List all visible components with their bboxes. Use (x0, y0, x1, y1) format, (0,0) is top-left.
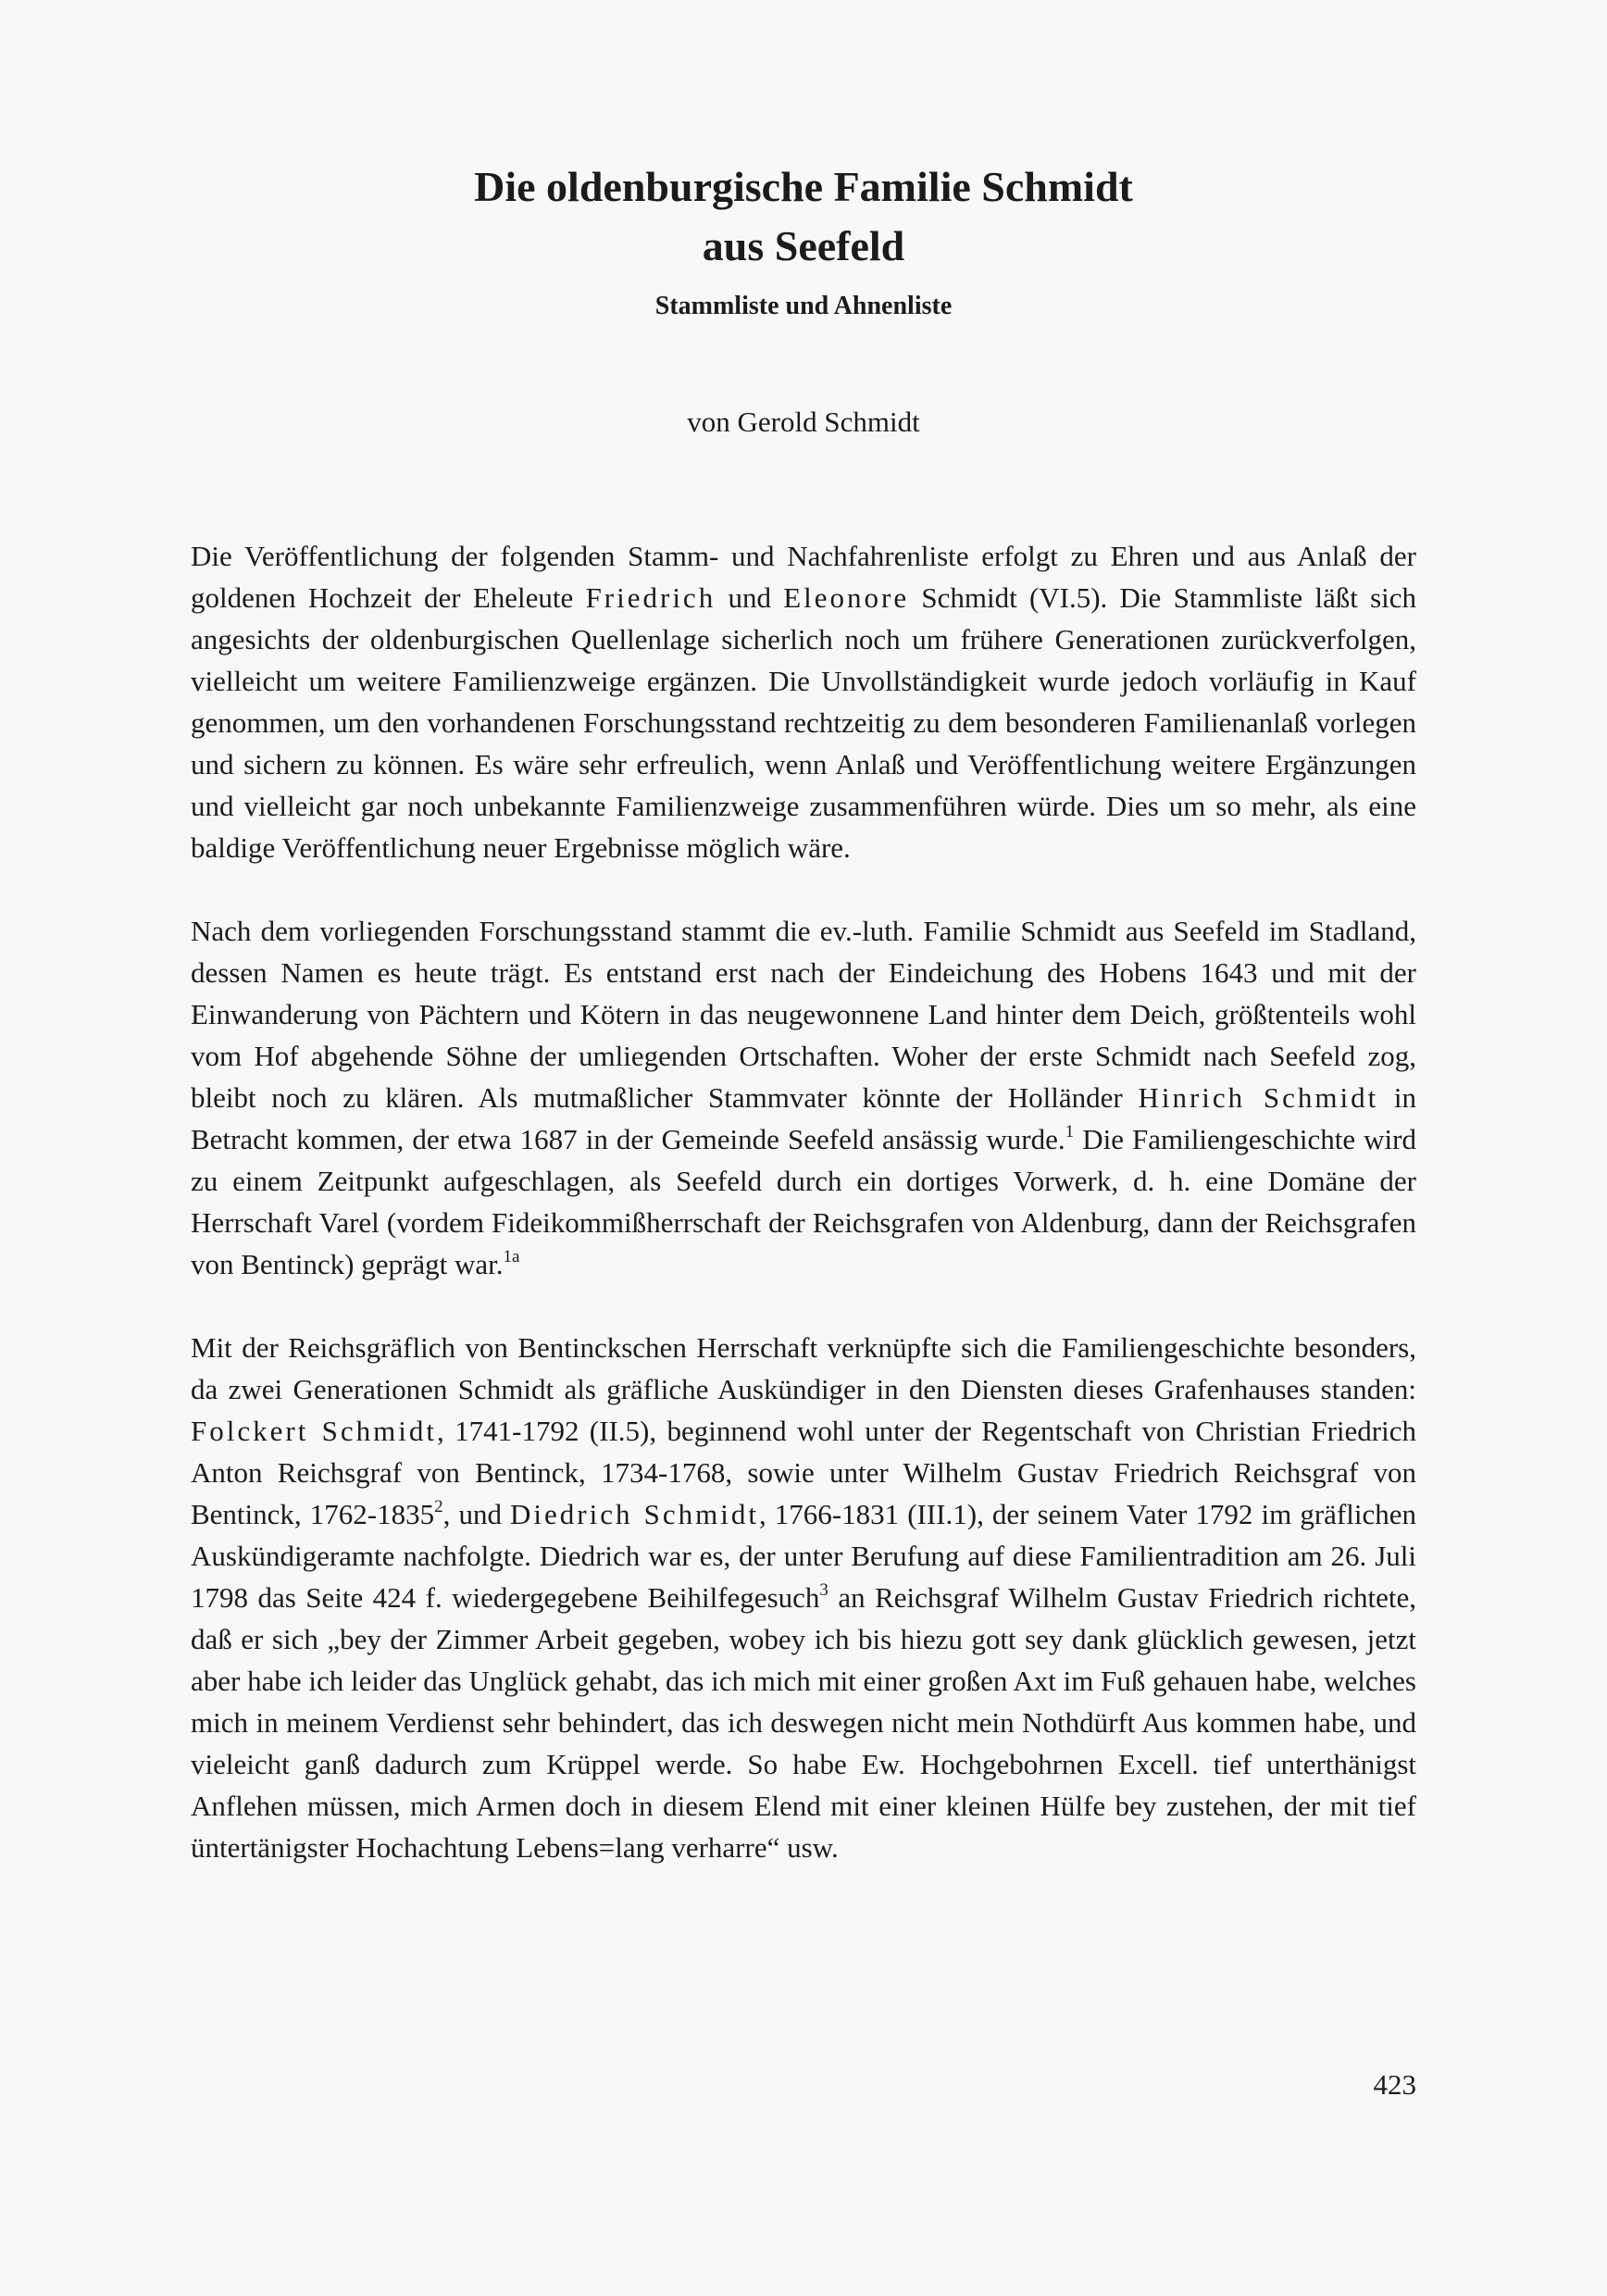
body-text (191, 535, 1416, 1910)
paragraph-text: Die Familiengeschichte wird zu einem Zeitpunkt aufgeschlagen, als Seefeld durch ein dortiges Vorwerk, d. h. eine Domäne der Herrschaft Varel (vordem Fideikommißherrschaft der Reichsgrafen von Aldenburg, dann der Reichsgrafen von Bentinck) geprägt war. (191, 1123, 1416, 1280)
footnote-ref: 3 (819, 1580, 828, 1600)
person-name: Friedrich (585, 581, 716, 614)
footnote-ref: 1 (1065, 1122, 1075, 1142)
paragraph-text: Die Veröffentlichung der folgenden Stamm- und Nachfahrenliste erfolgt zu Ehren und aus Anlaß der goldenen Hochzeit der Eheleute (191, 540, 1416, 614)
title-line-1: Die oldenburgische Familie Schmidt (474, 163, 1133, 210)
paragraph-text: , 1766-1831 (III.1), der seinem Vater 1792 im gräflichen Auskündigeramte nachfolgte. Diedrich war es, der unter Berufung auf diese Familientradition am 26. Juli 1798 das Seite 424 f. wiedergegebene Beihilfegesuch (191, 1498, 1416, 1614)
paragraph-text: , 1741-1792 (II.5), beginnend wohl unter der Regentschaft von Christian Friedrich Anton Reichsgraf von Bentinck, 1734-1768, sowie unter Wilhelm Gustav Friedrich Reichsgraf von Bentinck, 1762-1835 (191, 1415, 1416, 1530)
paragraph-3 (191, 1327, 1416, 1868)
paragraph-text: an Reichsgraf Wilhelm Gustav Friedrich richtete, daß er sich „bey der Zimmer Arbeit gegeben, wobey ich bis hiezu gott sey dank glücklich gewesen, jetzt aber habe ich leider das Unglück gehabt, das ich mich mit einer großen Axt im Fuß gehauen habe, welches mich in meinem Verdienst sehr behindert, das ich deswegen nicht mein Nothdürft Aus kommen habe, und vieleicht ganß dadurch zum Krüppel werde. So habe Ew. Hochgebohrnen Excell. tief unterthänigst Anflehen müssen, mich Armen doch in diesem Elend mit einer kleinen Hülfe bey zustehen, der mit tief üntertänigster Hochachtung Lebens=lang verharre“ usw. (191, 1581, 1416, 1864)
paragraph-text: Schmidt (VI.5). Die Stammliste läßt sich angesichts der oldenburgischen Quellenlage sicherlich noch um frühere Generationen zurückverfolgen, vielleicht um weitere Familienzweige ergänzen. Die Unvollständigkeit wurde jedoch vorläufig in Kauf genommen, um den vorhandenen Forschungsstand rechtzeitig zu dem besonderen Familienanlaß vorlegen und sichern zu können. Es wäre sehr erfreulich, wenn Anlaß und Veröffentlichung weitere Ergänzungen und vielleicht gar noch unbekannte Familienzweige zusammenführen würde. Dies um so mehr, als eine baldige Veröffentlichung neuer Ergebnisse möglich wäre. (191, 581, 1417, 864)
footnote-ref: 1a (503, 1247, 520, 1267)
person-name: Eleonore (783, 581, 910, 614)
page-title (0, 157, 1607, 276)
author-line: von Gerold Schmidt (687, 406, 920, 438)
paragraph-text: Nach dem vorliegenden Forschungsstand stammt die ev.-luth. Familie Schmidt aus Seefeld im Stadland, dessen Namen es heute trägt. Es entstand erst nach der Eindeichung des Hobens 1643 und mit der Einwanderung von Pächtern und Kötern in das neugewonnene Land hinter dem Deich, größtenteils wohl vom Hof abgehende Söhne der umliegenden Ortschaften. Woher der erste Schmidt nach Seefeld zog, bleibt noch zu klären. Als mutmaßlicher Stammvater könnte der Holländer (191, 915, 1416, 1114)
paragraph-text: in Betracht kommen, der etwa 1687 in der Gemeinde Seefeld ansässig wurde. (191, 1081, 1416, 1155)
subtitle: Stammliste und Ahnenliste (654, 292, 953, 320)
person-name: Folckert Schmidt (191, 1415, 438, 1447)
title-line-2: aus Seefeld (702, 222, 905, 269)
page-number: 423 (1373, 2068, 1416, 2101)
paragraph-2 (191, 910, 1416, 1285)
paragraph-text: und (716, 581, 784, 614)
person-name: Hinrich Schmidt (1138, 1081, 1379, 1114)
paragraph-1 (191, 535, 1416, 868)
person-name: Diedrich Schmidt (510, 1498, 759, 1530)
paragraph-text: , und (442, 1498, 511, 1530)
footnote-ref: 2 (434, 1497, 443, 1516)
paragraph-text: Mit der Reichsgräflich von Bentinckschen Herrschaft verknüpfte sich die Familiengeschichte besonders, da zwei Generationen Schmidt als gräfliche Auskündiger in den Diensten dieses Grafenhauses standen: (191, 1331, 1416, 1405)
